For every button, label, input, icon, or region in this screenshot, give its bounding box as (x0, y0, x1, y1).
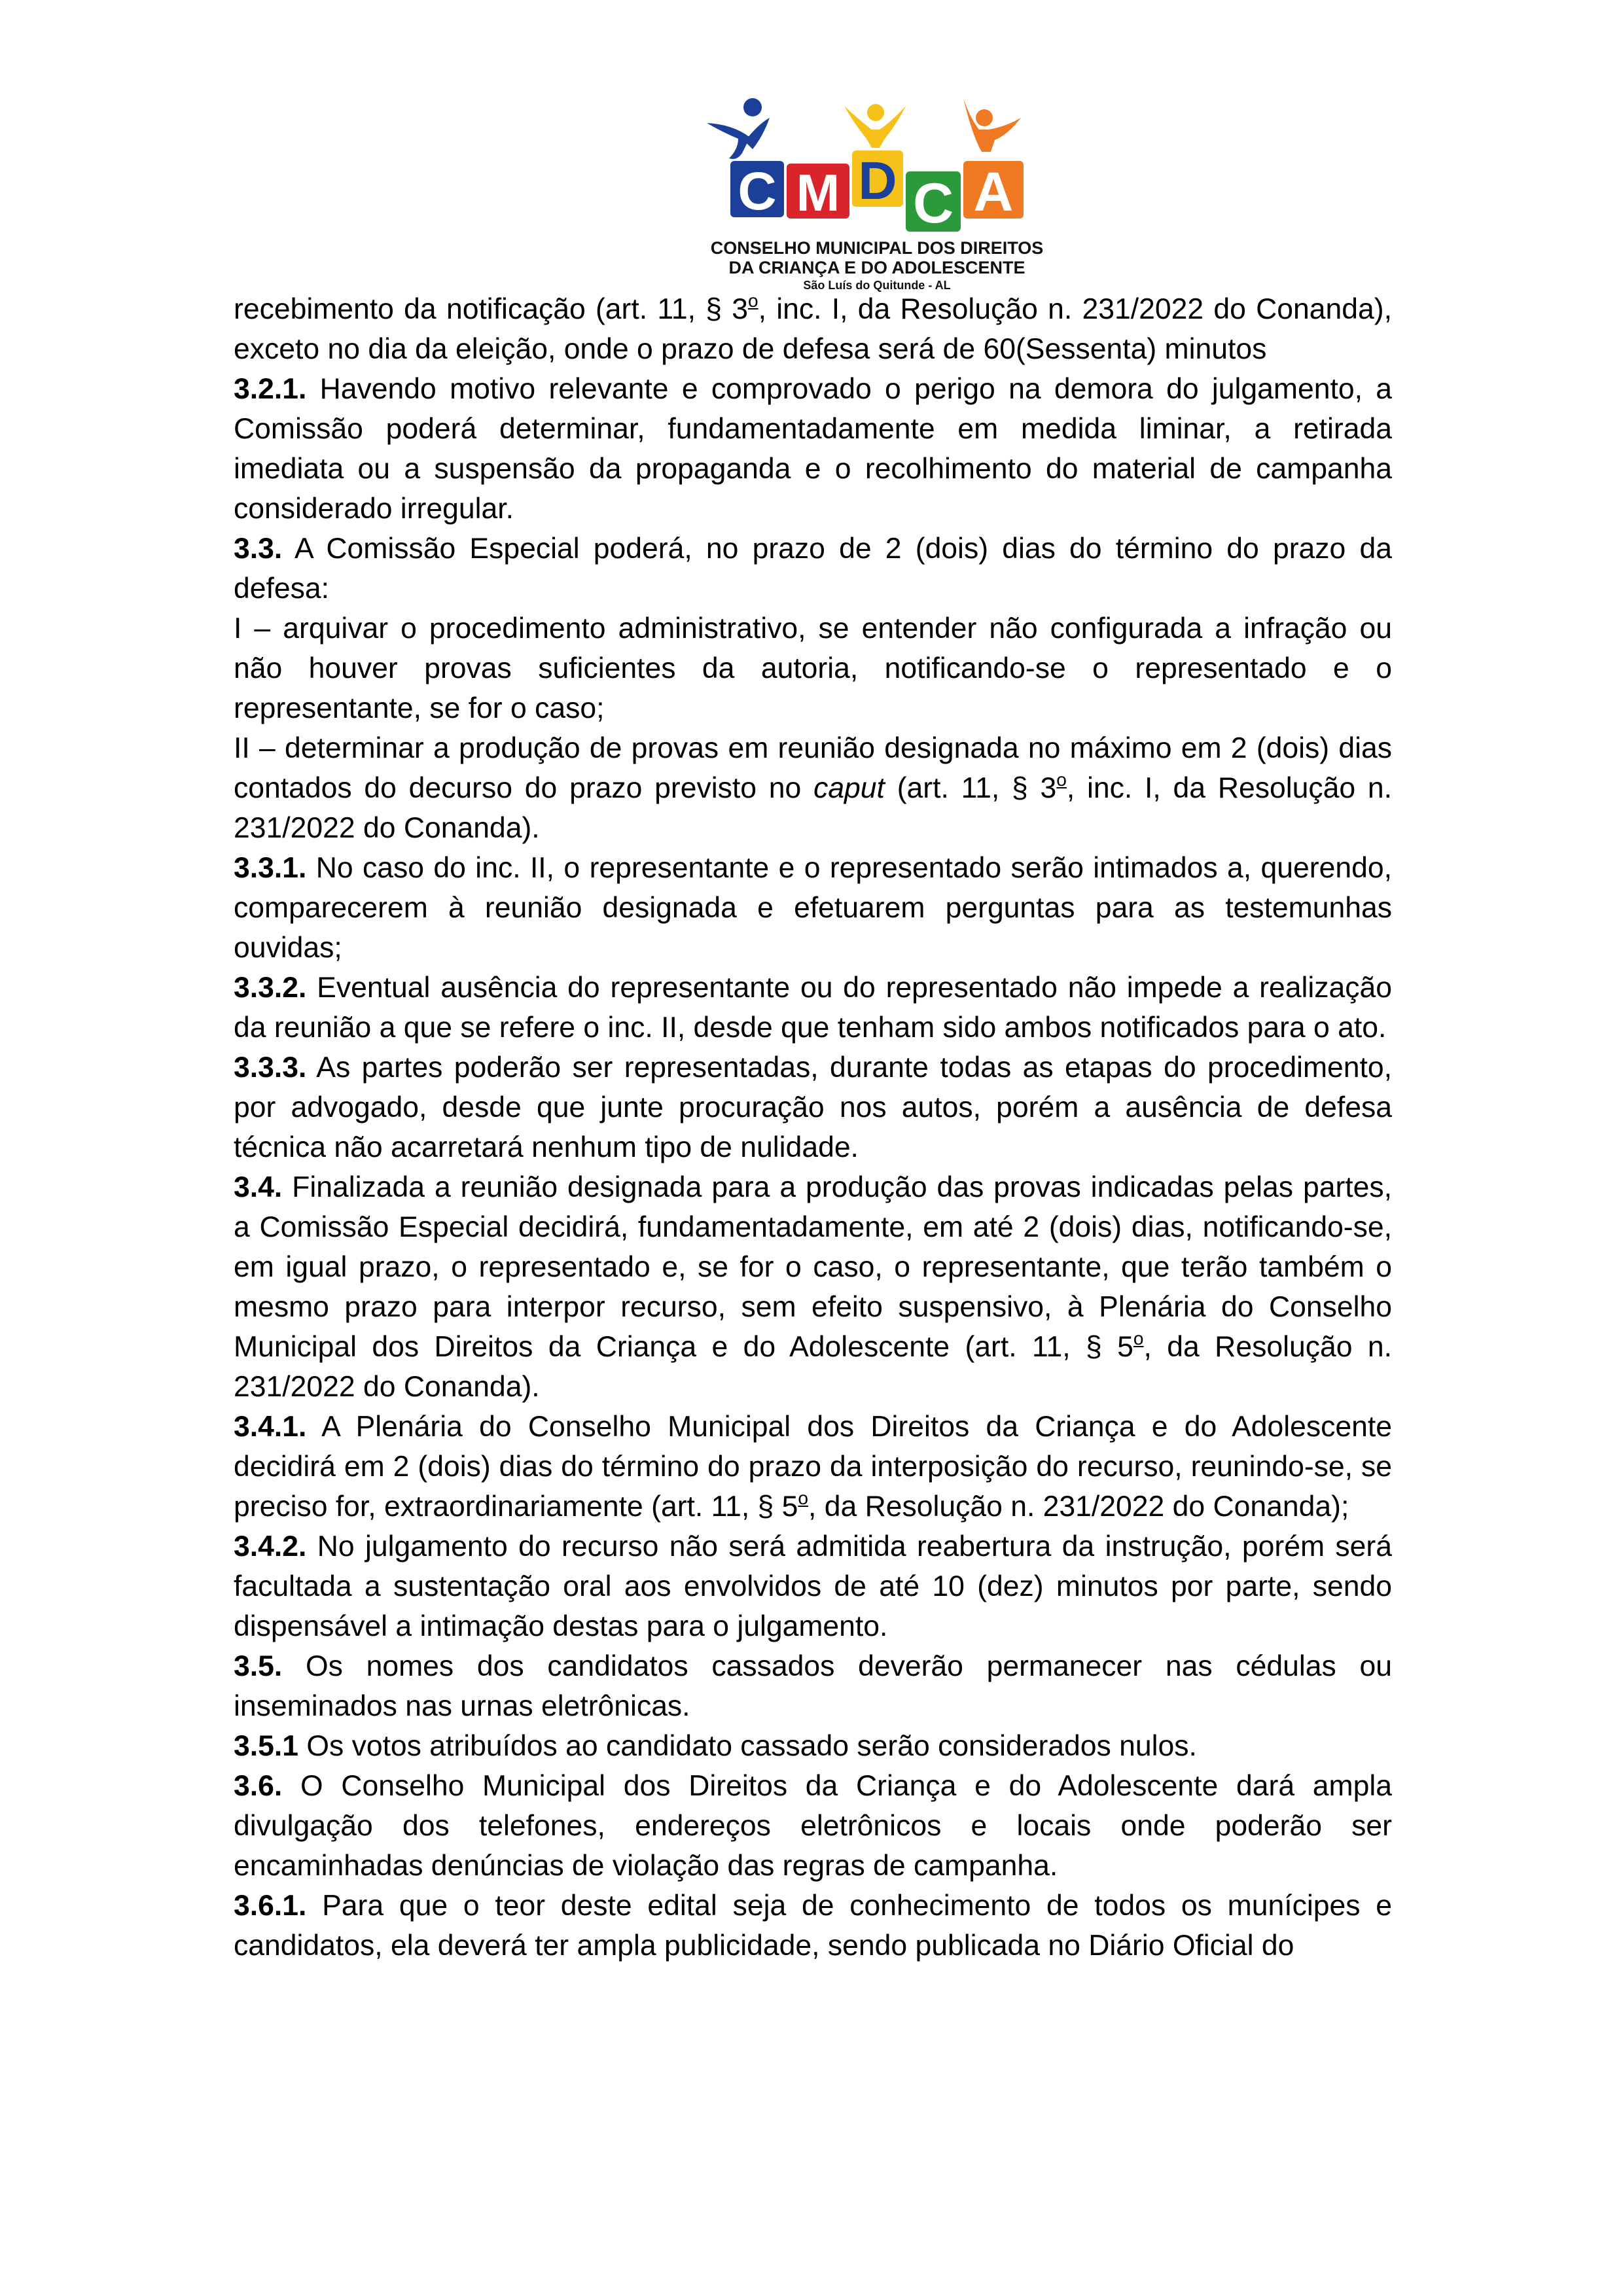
cmdca-logo (707, 98, 1047, 301)
svg-text:C: C (912, 172, 954, 235)
document-body (234, 289, 1392, 1966)
clause-number: 3.6. (234, 1770, 283, 1802)
orange-figure-icon (963, 98, 1021, 152)
letter-block-a (963, 161, 1024, 222)
blue-figure-icon (707, 98, 770, 159)
item-i: I – arquivar o procedimento administrativo, se entender não configurada a infração ou não houver provas suficientes da autoria, notificando-se o representado e o representante, se for o caso; (234, 612, 1392, 724)
logo-caption-line1: CONSELHO MUNICIPAL DOS DIREITOS (710, 238, 1044, 258)
clause-3-3: 3.3. A Comissão Especial poderá, no prazo de 2 (dois) dias do término do prazo da defesa: (234, 533, 1392, 605)
item-ii: II – determinar a produção de provas em reunião designada no máximo em 2 (dois) dias contados do decurso do prazo previsto no caput (art. 11, § 3$^o$, inc. I, da Resolução n. 231/2022 do Conanda). (234, 732, 1392, 844)
letter-block-c1 (730, 161, 784, 221)
clause-number: 3.4. (234, 1171, 283, 1203)
clause-number: 3.3.2. (234, 972, 307, 1004)
yellow-figure-icon (844, 104, 906, 148)
clause-number: 3.5.1 (234, 1730, 298, 1762)
letter-block-m (787, 164, 849, 222)
clause-number: 3.3.3. (234, 1051, 307, 1084)
clause-3-6-1: 3.6.1. Para que o teor deste edital seja de conhecimento de todos os munícipes e candidatos, ela deverá ter ampla publicidade, sendo publicada no Diário Oficial do (234, 1890, 1392, 1962)
clause-number: 3.3. (234, 533, 283, 565)
cmdca-logo-graphic (707, 98, 1047, 239)
clause-3-3-1: 3.3.1. No caso do inc. II, o representante e o representado serão intimados a, querendo, comparecerem à reunião designada e efetuarem perguntas para as testemunhas ouvidas; (234, 852, 1392, 964)
letter-block-c2 (906, 171, 961, 235)
clause-3-5-1: 3.5.1 Os votos atribuídos ao candidato cassado serão considerados nulos. (234, 1730, 1197, 1762)
svg-text:C: C (738, 162, 777, 221)
letter-block-d (852, 150, 903, 211)
clause-3-4-1: 3.4.1. A Plenária do Conselho Municipal dos Direitos da Criança e do Adolescente decidirá em 2 (dois) dias do término do prazo da interposição do recurso, reunindo-se, se preciso for, extraordinariamente (art. 11, § 5$^o$, da Resolução n. 231/2022 do Conanda); (234, 1411, 1392, 1523)
clause-3-3-3: 3.3.3. As partes poderão ser representadas, durante todas as etapas do procedimento, por advogado, desde que junte procuração nos autos, porém a ausência de defesa técnica não acarretará nenhum tipo de nulidade. (234, 1051, 1392, 1163)
svg-text:D: D (858, 151, 897, 211)
clause-3-4-2: 3.4.2. No julgamento do recurso não será admitida reabertura da instrução, porém será facultada a sustentação oral aos envolvidos de até 10 (dez) minutos por parte, sendo dispensável a intimação destas para o julgamento. (234, 1530, 1392, 1642)
clause-number: 3.4.2. (234, 1530, 307, 1563)
clause-number: 3.2.1. (234, 373, 307, 405)
logo-caption-line2: DA CRIANÇA E DO ADOLESCENTE (728, 258, 1026, 277)
clause-number: 3.3.1. (234, 852, 307, 884)
clause-3-4: 3.4. Finalizada a reunião designada para a produção das provas indicadas pelas partes, a Comissão Especial decidirá, fundamentadamente, em até 2 (dois) dias, notificando-se, em igual prazo, o representado e, se for o caso, o representante, que terão também o mesmo prazo para interpor recurso, sem efeito suspensivo, à Plenária do Conselho Municipal dos Direitos da Criança e do Adolescente (art. 11, § 5$^o$, da Resolução n. 231/2022 do Conanda). (234, 1171, 1392, 1403)
paragraph-continuation: recebimento da notificação (art. 11, § 3$^o$, inc. I, da Resolução n. 231/2022 do Conanda), exceto no dia da eleição, onde o prazo de defesa será de 60(Sessenta) minutos (234, 291, 1392, 365)
clause-number: 3.5. (234, 1650, 283, 1682)
logo-caption-line3: São Luís do Quitunde - AL (803, 279, 951, 292)
svg-text:A: A (973, 161, 1014, 222)
svg-text:M: M (796, 164, 840, 222)
clause-number: 3.4.1. (234, 1411, 307, 1443)
clause-3-2-1: 3.2.1. Havendo motivo relevante e comprovado o perigo na demora do julgamento, a Comissão poderá determinar, fundamentadamente em medida liminar, a retirada imediata ou a suspensão da propaganda e o recolhimento do material de campanha considerado irregular. (234, 373, 1392, 525)
clause-number: 3.6.1. (234, 1890, 307, 1922)
clause-3-6: 3.6. O Conselho Municipal dos Direitos da Criança e do Adolescente dará ampla divulgação dos telefones, endereços eletrônicos e locais onde poderão ser encaminhadas denúncias de violação das regras de campanha. (234, 1770, 1392, 1882)
clause-3-5: 3.5. Os nomes dos candidatos cassados deverão permanecer nas cédulas ou inseminados nas urnas eletrônicas. (234, 1650, 1392, 1722)
clause-3-3-2: 3.3.2. Eventual ausência do representante ou do representado não impede a realização da reunião a que se refere o inc. II, desde que tenham sido ambos notificados para o ato. (234, 972, 1392, 1044)
